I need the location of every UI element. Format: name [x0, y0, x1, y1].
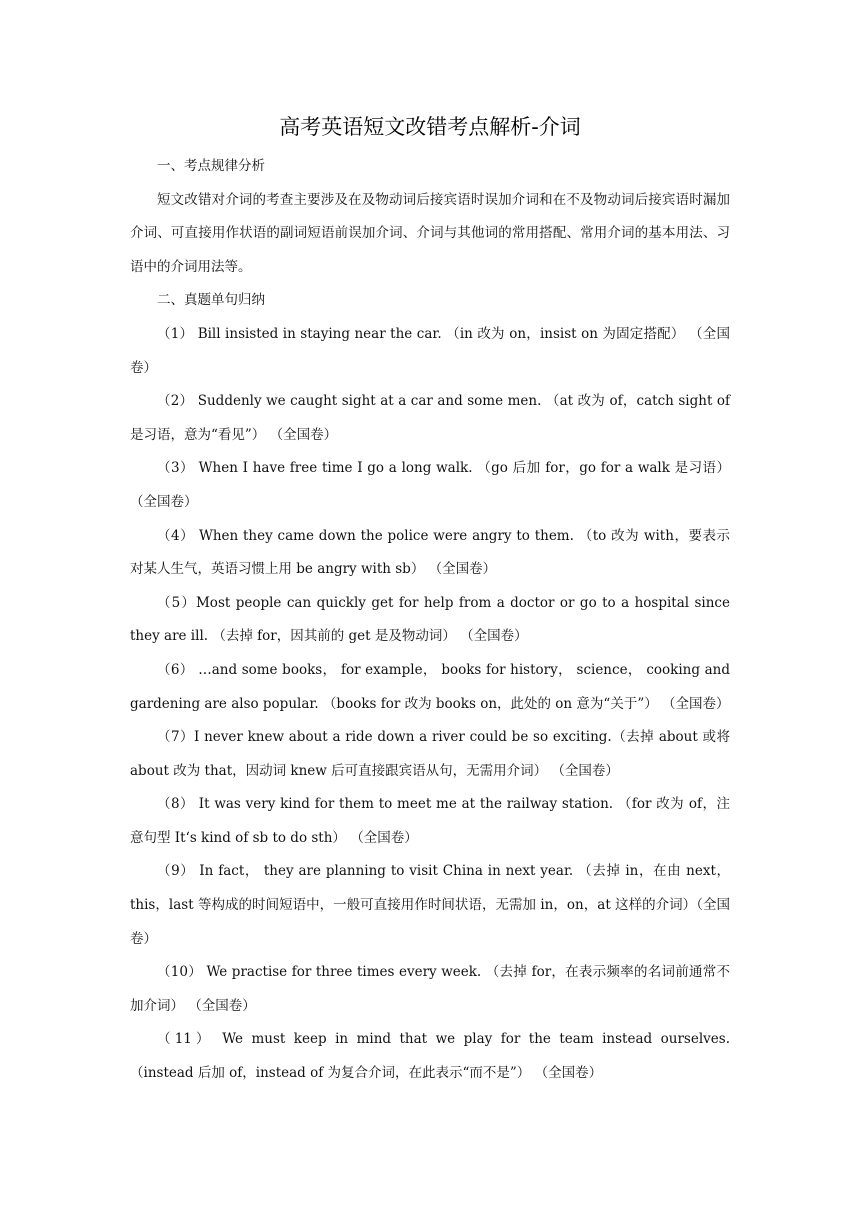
section-paragraph-1: 短文改错对介词的考查主要涉及在及物动词后接宾语时误加介词和在不及物动词后接宾语时漏加介词、可直接用作状语的副词短语前误加介词、介词与其他词的常用搭配、常用介词的基本用法、习语中的介词用法等。 [130, 191, 730, 275]
section-heading-2: 二、真题单句归纳 [157, 292, 265, 309]
example-item-5: （5）Most people can quickly get for help from a doctor or go to a hospital since they are ill. （去掉 for，因其前的 get 是及物动词） （全国卷） [130, 594, 730, 645]
example-item-8: （8） It was very kind for them to meet me at the railway station. （for 改为 of，注意句型 It‘s kind of sb to do sth） （全国卷） [130, 796, 730, 846]
section-heading-1: 一、考点规律分析 [157, 158, 265, 174]
example-item-3: （3） When I have free time I go a long walk. （go 后加 for，go for a walk 是习语）（全国卷） [130, 460, 730, 510]
example-item-6: （6） …and some books， for example， books for history， science， cooking and gardening are also popular. （books for 改为 books on，此处的 on 意为“关于”） （全国卷） [130, 661, 730, 712]
document-body [130, 150, 730, 1091]
example-item-4: （4） When they came down the police were angry to them. （to 改为 with，要表示对某人生气，英语习惯上用 be angry with sb） （全国卷） [130, 527, 730, 578]
example-item-10: （10） We practise for three times every week. （去掉 for，在表示频率的名词前通常不加介词） （全国卷） [130, 964, 730, 1014]
example-item-11: （11） We must keep in mind that we play for the team instead ourselves. （instead 后加 of，instead of 为复合介词，在此表示“而不是”） （全国卷） [130, 1031, 730, 1082]
page-title: 高考英语短文改错考点解析-介词 [279, 115, 581, 139]
example-item-1: （1） Bill insisted in staying near the car. （in 改为 on，insist on 为固定搭配） （全国卷） [130, 325, 730, 376]
example-item-2: （2） Suddenly we caught sight at a car and some men. （at 改为 of，catch sight of 是习语，意为“看见”） （全国卷） [130, 393, 730, 443]
example-item-9: （9） In fact， they are planning to visit China in next year. （去掉 in，在由 next， this，last 等构成的时间短语中，一般可直接用作时间状语，无需加 in，on，at 这样的介词）（全国卷） [130, 863, 730, 947]
example-item-7: （7）I never knew about a ride down a river could be so exciting.（去掉 about 或将 about 改为 that，因动词 knew 后可直接跟宾语从句，无需用介词） （全国卷） [130, 729, 730, 779]
